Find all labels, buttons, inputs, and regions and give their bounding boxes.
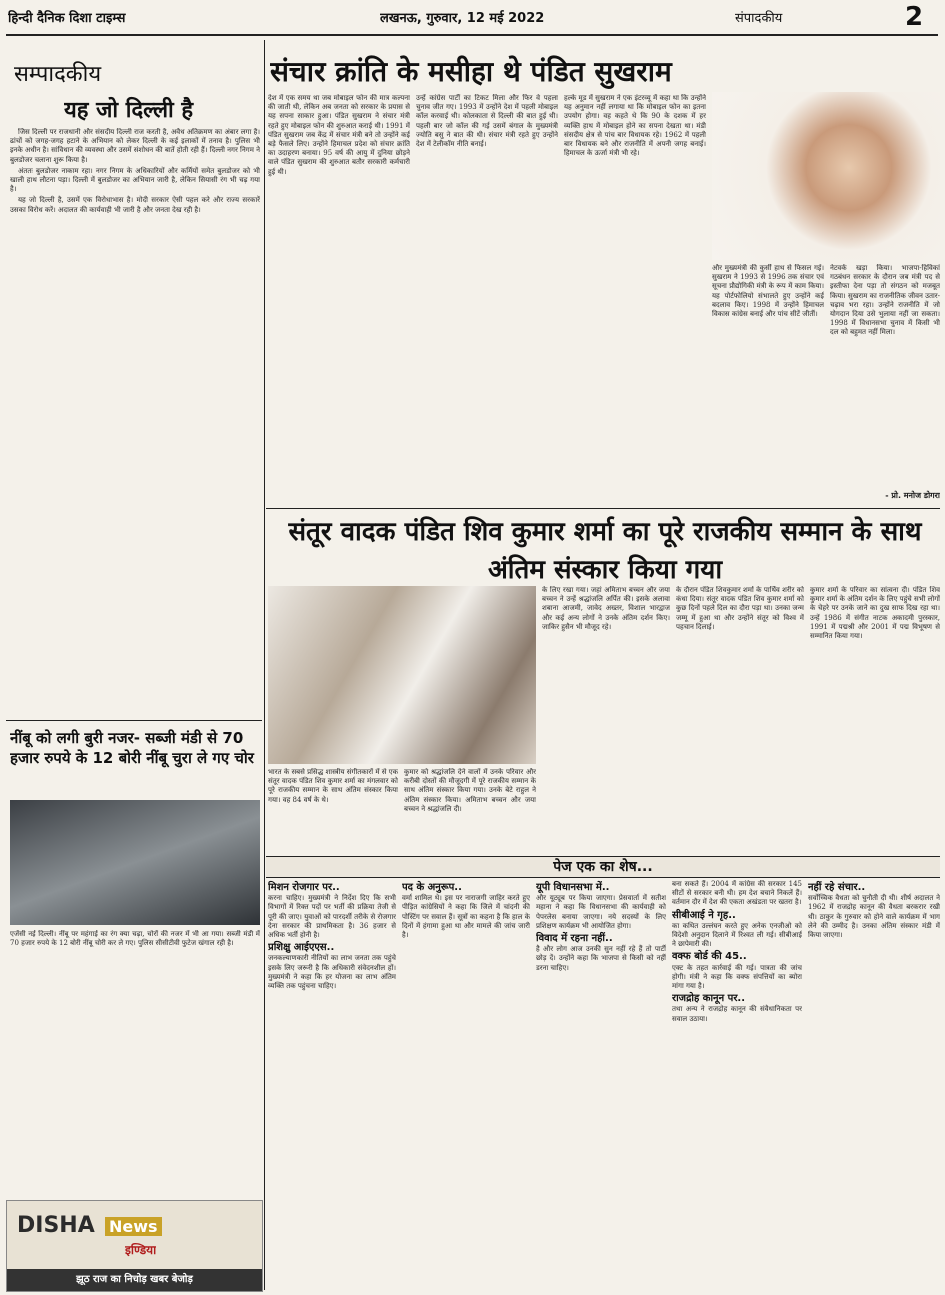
editorial-paragraph: जिस दिल्ली पर राजधानी और संसदीय दिल्ली राज करती है, अवैध अतिक्रमण का अंबार लगा है। ढांचों को जगह-जगह हटाने के अभियान को लेकर दिल्ली के कई इलाकों में तनाव है। पुलिस भी इनके अधीन है। सांविधान की व्यवस्था और उसमें संशोधन की बातें होती रही हैं। दिल्ली नगर निगम ने बुलडोजर चलाना शुरू किया है। xyxy=(10,128,260,164)
brief-text: और यूट्यूब पर किया जाएगा। प्रेसवार्ता में सतीश महाना ने कहा कि विधानसभा की कार्यवाही को पेपरलेस बनाया जाएगा। नये सदस्यों के लिए प्रशिक्षण कार्यक्रम भी आयोजित होगा। xyxy=(536,894,666,930)
santoor-column-4: कुमार शर्मा के परिवार का सांत्वना दी। पंडित शिव कुमार शर्मा के अंतिम दर्शन के लिए पहुंचे सभी लोगों के चेहरे पर उनके जाने का दुख साफ दिख रहा था। उन्हें 1986 में संगीत नाटक अकादमी पुरस्कार, 1991 में पद्मश्री और 2001 में पद्म विभूषण से सम्मानित किया गया। xyxy=(810,586,940,641)
masthead-rule xyxy=(6,34,938,36)
dateline: लखनऊ, गुरुवार, 12 मई 2022 xyxy=(380,11,545,26)
brief-heading: सीबीआई ने गृह.. xyxy=(672,909,736,921)
santoor-column-3: के दौरान पंडित शिवकुमार शर्मा के पार्थिव शरीर को कंधा दिया। संतूर वादक पंडित शिव कुमार शर्मा को कुछ दिनों पहले दिल का दौरा पड़ा था। उनका जन्म जम्मू में हुआ था और उन्होंने संतूर को विश्व में पहचान दिलाई। xyxy=(676,586,804,631)
brief-text: बना सकते हैं। 2004 में कांग्रेस की सरकार 145 सीटों से सरकार बनी थी। हम देश बचाने निकलें हैं। वर्तमान दौर में देश की एकता अखंडता पर खतरा है। xyxy=(672,880,802,907)
lead-column-4: और मुख्यमंत्री की कुर्सी हाथ से फिसल गई। सुखराम ने 1993 से 1996 तक संचार एवं सूचना प्रौद्योगिकी मंत्री के रूप में काम किया। यह पोर्टफोलियो संभालते हुए उन्होंने कई बदलाव किए। 1998 में उन्होंने हिमाचल विकास कांग्रेस बनाई और पांच सीटें जीतीं। xyxy=(712,264,824,319)
santoor-column-2: के लिए रखा गया। जहां अमिताभ बच्चन और जया बच्चन ने उन्हें श्रद्धांजलि अर्पित की। इसके अलावा शबाना आजमी, जावेद अख्तर, विशाल भारद्वाज और कई अन्य लोगों ने उनके अंतिम दर्शन किए। जाकिर हुसैन भी मौजूद रहे। xyxy=(542,586,670,631)
brief-column-5 xyxy=(808,880,940,1290)
brief-column-2 xyxy=(402,880,530,1290)
brief-heading: मिशन रोजगार पर.. xyxy=(268,882,340,893)
brief-column-4 xyxy=(672,880,802,1290)
sukhram-portrait xyxy=(712,92,940,260)
paper-name: हिन्दी दैनिक दिशा टाइम्स xyxy=(8,11,126,26)
editorial-paragraph: अंततः बुलडोजर नाकाम रहा। नगर निगम के अधिकारियों और कर्मियों समेत बुलडोजर को भी खाली हाथ लौटना पड़ा। दिल्ली में बुलडोजर का अभियान जारी है, लेकिन सियासी रंग भी चढ़ गया है। xyxy=(10,166,260,194)
funeral-photo xyxy=(268,586,536,764)
brief-text: करना चाहिए। मुख्यमंत्री ने निर्देश दिए कि सभी विभागों में रिक्त पदों पर भर्ती की प्रक्रिया तेजी से पूरी की जाए। युवाओं को पारदर्शी तरीके से रोजगार देना सरकार की प्राथमिकता है। 36 हजार से अधिक भर्ती होनी है। xyxy=(268,894,396,940)
editorial-body xyxy=(10,128,260,718)
continued-banner: पेज एक का शेष... xyxy=(266,856,940,878)
editorial-paragraph: यह जो दिल्ली है, उसमें एक विरोधाभास है। मोदी सरकार ऐसी पहल करे और राज्य सरकारें उसका विरोध करें। अदालत की कार्यवाही भी जारी है और जनता देख रही है। xyxy=(10,196,260,214)
left-column-divider xyxy=(264,40,265,1290)
santoor-photo-caption: भारत के सबसे प्रसिद्ध शास्त्रीय संगीतकारों में से एक संतूर वादक पंडित शिव कुमार शर्मा का मंगलवार को पूरे राजकीय सम्मान के साथ अंतिम संस्कार किया गया। वह 84 वर्ष के थे। xyxy=(268,768,398,804)
page-number: 2 xyxy=(905,2,924,32)
cctv-photo xyxy=(10,800,260,925)
brief-column-1 xyxy=(268,880,396,1290)
brief-heading: प्रशिक्षु आईएएस.. xyxy=(268,942,335,954)
lemon-story-text: एजेंसी नई दिल्ली। नींबू पर महंगाई का रंग क्या चढ़ा, चोरों की नजर में भी आ गया। सब्जी मंडी में 70 हजार रुपये के 12 बोरी नींबू चोरी कर ले गए। पुलिस सीसीटीवी फुटेज खंगाल रही है। xyxy=(10,930,260,948)
ad-brand-script: इण्डिया xyxy=(125,1243,157,1257)
lead-column-1: देश में एक समय था जब मोबाइल फोन की मात्र कल्पना की जाती थी, लेकिन अब जनता को सरकार के प्रयास से यह सपना साकार हुआ। पंडित सुखराम ने संचार मंत्री रहते हुए मोबाइल फोन की शुरुआत कराई थी। 1991 में पंडित सुखराम जब केंद्र में संचार मंत्री बने तो उन्होंने कई बड़े फैसले लिए। उन्होंने हिमाचल प्रदेश को संचार क्रांति का उदाहरण बनाया। 95 वर्ष की आयु में दुनिया छोड़ने वाले पंडित सुखराम की शुरुआत बतौर सरकारी कर्मचारी हुई थी। xyxy=(268,94,410,176)
disha-news-ad xyxy=(6,1200,263,1292)
ad-brand-disha: DISHA xyxy=(17,1213,95,1238)
ad-brand-news: News xyxy=(105,1217,162,1236)
lead-column-3: हल्के मूड में सुखराम ने एक इंटरव्यू में कहा था कि उन्होंने यह अनुमान नहीं लगाया था कि मोबाइल फोन का इतना उपयोग होगा। वह कहते थे कि 90 के दशक में हर व्यक्ति हाथ में मोबाइल होने का सपना देखता था। मंडी संसदीय क्षेत्र से पांच बार विधायक रहे। 1962 में पहली बार विधायक बने और राजनीति में अपनी जगह बनाई। हिमाचल के ऊर्जा मंत्री भी रहे। xyxy=(564,94,706,158)
lemon-story-title: नींबू को लगी बुरी नजर- सब्जी मंडी से 70 हजार रुपये के 12 बोरी नींबू चुरा ले गए चोर xyxy=(10,729,254,767)
lead-column-2: उन्हें कांग्रेस पार्टी का टिकट मिला और फिर वे पहला चुनाव जीत गए। 1993 में उन्होंने देश में पहली मोबाइल कॉल करवाई थी। कोलकाता से दिल्ली की बात हुई थी। पहली बार जो कॉल की गई उसमें बंगाल के मुख्यमंत्री ज्योति बसु ने बात की थी। संचार मंत्री रहते हुए उन्होंने देश में टेलीकॉम नीति बनाई। xyxy=(416,94,558,149)
lead-byline: - प्रो. मनोज डोगरा xyxy=(885,491,940,500)
lead-column-5: नेटवर्क खड़ा किया। भाजपा-हिविकां गठबंधन सरकार के दौरान जब मंत्री पद से इस्तीफा देना पड़ा तो संगठन को मजबूत किया। सुखराम का राजनीतिक जीवन उतार-चढ़ाव भरा रहा। उन्होंने राजनीति में जो योगदान दिया उसे भुलाया नहीं जा सकता। 1998 में विधानसभा चुनाव में किसी भी दल को बहुमत नहीं मिला। xyxy=(830,264,940,337)
brief-heading: पद के अनुरूप.. xyxy=(402,882,462,893)
brief-text: है और लोग आज उनकी सुन नहीं रहे हैं तो पार्टी छोड़ दें। उन्होंने कहा कि भाजपा से किसी को नहीं डरना चाहिए। xyxy=(536,945,666,972)
editorial-label: सम्पादकीय xyxy=(14,62,102,87)
brief-heading: विवाद में रहना नहीं.. xyxy=(536,933,613,945)
santoor-title-line2: अंतिम संस्कार किया गया xyxy=(487,555,723,585)
ad-tagline: झूठ राज का निचोड़ खबर बेजोड़ xyxy=(7,1269,262,1291)
brief-text: का कथित उल्लंघन करते हुए अनेक एनजीओ को विदेशी अनुदान दिलाने में रिश्वत ली गई। सीबीआई ने छापेमारी की। xyxy=(672,921,802,949)
brief-heading: वक्फ बोर्ड की 45.. xyxy=(672,951,747,963)
editorial-divider xyxy=(6,720,262,721)
brief-heading: राजद्रोह कानून पर.. xyxy=(672,993,746,1005)
brief-text: वर्मा शामिल थे। इस पर नाराजगी जाहिर करते हुए पीड़ित कांग्रेसियों ने कहा कि जिले में चांदनी की पोस्टिंग पर सवाल हैं। सूत्रों का कहना है कि हाल के दिनों में हंगामा हुआ था और मामले की जांच जारी है। xyxy=(402,894,530,940)
editorial-title: यह जो दिल्ली है xyxy=(64,98,194,123)
brief-column-3 xyxy=(536,880,666,1290)
lead-title: संचार क्रांति के मसीहा थे पंडित सुखराम xyxy=(270,55,672,88)
lead-divider xyxy=(266,508,940,509)
santoor-title-line1: संतूर वादक पंडित शिव कुमार शर्मा का पूरे राजकीय सम्मान के साथ xyxy=(288,517,922,547)
brief-text: जनकल्याणकारी नीतियों का लाभ जनता तक पहुंचे इसके लिए जरूरी है कि अधिकारी संवेदनशील हों। मुख्यमंत्री ने कहा कि हर योजना का लाभ अंतिम व्यक्ति तक पहुंचना चाहिए। xyxy=(268,954,396,991)
brief-heading: नहीं रहे संचार.. xyxy=(808,882,866,893)
brief-text: एक्ट के तहत कार्रवाई की गई। पात्रता की जांच होगी। मंत्री ने कहा कि वक्फ संपत्तियों का ब्योरा मांगा गया है। xyxy=(672,963,802,991)
brief-text: तथा अन्य ने राजद्रोह कानून की संवैधानिकता पर सवाल उठाया। xyxy=(672,1005,802,1023)
brief-heading: यूपी विधानसभा में.. xyxy=(536,882,610,893)
santoor-column-1: कुमार को श्रद्धांजलि देने वालों में उनके परिवार और करीबी दोस्तों की मौजूदगी में पूरे राजकीय सम्मान के साथ अंतिम संस्कार किया गया। उनके बेटे राहुल ने अंतिम संस्कार किया। अमिताभ बच्चन और जया बच्चन ने श्रद्धांजलि दी। xyxy=(404,768,536,813)
section-name: संपादकीय xyxy=(735,11,783,26)
brief-text: सर्वोच्चिक वैधता को चुनौती दी थी। शीर्ष अदालत ने 1962 में राजद्रोह कानून की वैधता बरकरार रखी थी। ठाकुर के गुरुवार को होने वाले कार्यक्रम में भाग लेने की उम्मीद है। उनका अंतिम संस्कार मंडी में किया जाएगा। xyxy=(808,894,940,940)
